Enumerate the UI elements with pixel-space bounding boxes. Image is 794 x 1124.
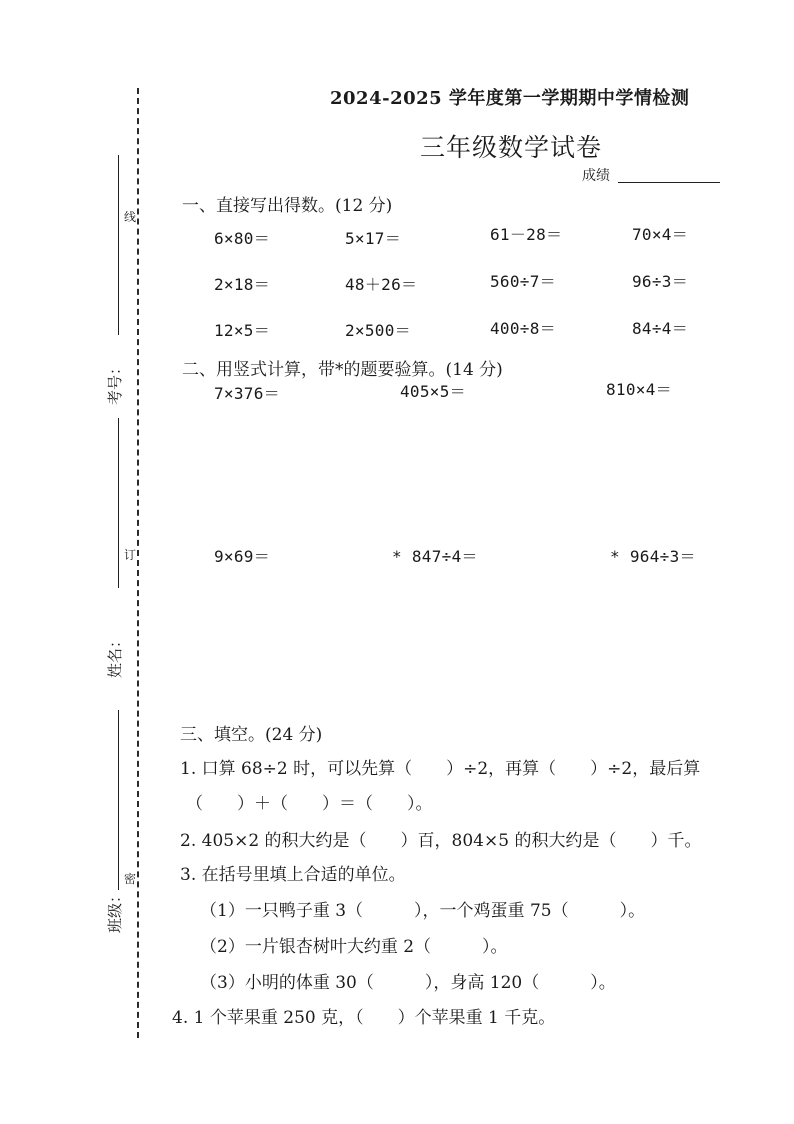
fill-question-3-1: （1）一只鸭子重 3（ ），一个鸡蛋重 75（ ）。: [200, 901, 646, 921]
oral-problem: 2×18＝: [214, 275, 271, 294]
margin-label-xingming: 姓名：: [106, 632, 125, 679]
oral-problem: 2×500＝: [345, 321, 411, 340]
exam-title: 2024-2025 学年度第一学期期中学情检测: [330, 88, 690, 109]
oral-problem: 70×4＝: [632, 225, 689, 244]
oral-problem: 6×80＝: [214, 229, 271, 248]
oral-problem: 96÷3＝: [632, 272, 689, 291]
banji-write-line: [118, 710, 119, 890]
margin-label-kaohao: 考号：: [106, 359, 125, 406]
oral-problem: 560÷7＝: [490, 272, 556, 291]
section2-heading: 二、用竖式计算，带*的题要验算。(14 分): [182, 360, 503, 380]
kaohao-write-line: [118, 155, 119, 335]
score-label: 成绩: [582, 168, 610, 184]
margin-char-ding: 订: [124, 544, 136, 565]
oral-problem: 400÷8＝: [490, 319, 556, 338]
margin-char-mi: 密: [124, 868, 136, 889]
paper-title: 三年级数学试卷: [420, 133, 603, 162]
xingming-write-line: [118, 418, 119, 588]
oral-problem: 61－28＝: [490, 225, 563, 244]
fill-question-4: 4. 1 个苹果重 250 克，（ ）个苹果重 1 千克。: [172, 1008, 556, 1028]
fill-question-3-2: （2）一片银杏树叶大约重 2（ ）。: [200, 937, 508, 957]
oral-problem: 12×5＝: [214, 321, 271, 340]
vertical-calc-problem: * 964÷3＝: [610, 547, 696, 566]
fill-question-3-3: （3）小明的体重 30（ ），身高 120（ ）。: [200, 973, 616, 993]
oral-problem: 5×17＝: [345, 229, 402, 248]
oral-problem: 84÷4＝: [632, 319, 689, 338]
fill-question-3: 3. 在括号里填上合适的单位。: [180, 865, 406, 885]
vertical-calc-problem: 7×376＝: [214, 384, 280, 403]
margin-label-banji: 班级：: [106, 887, 125, 934]
section1-heading: 一、直接写出得数。(12 分): [182, 196, 393, 216]
oral-problem: 48＋26＝: [345, 275, 418, 294]
vertical-calc-problem: * 847÷4＝: [392, 547, 478, 566]
fill-question-1-line-1: 1. 口算 68÷2 时，可以先算（ ）÷2，再算（ ）÷2，最后算: [180, 759, 701, 779]
margin-char-xian: 线: [124, 206, 136, 227]
vertical-calc-problem: 405×5＝: [400, 382, 466, 401]
binding-dashed-line: [137, 88, 139, 1038]
vertical-calc-problem: 9×69＝: [214, 547, 271, 566]
section3-heading: 三、填空。(24 分): [180, 725, 323, 745]
vertical-calc-problem: 810×4＝: [606, 380, 672, 399]
fill-question-1-line-2: （ ）＋（ ）＝（ ）。: [186, 794, 433, 814]
fill-question-2: 2. 405×2 的积大约是（ ）百，804×5 的积大约是（ ）千。: [180, 831, 702, 851]
score-blank-line[interactable]: [618, 182, 720, 183]
